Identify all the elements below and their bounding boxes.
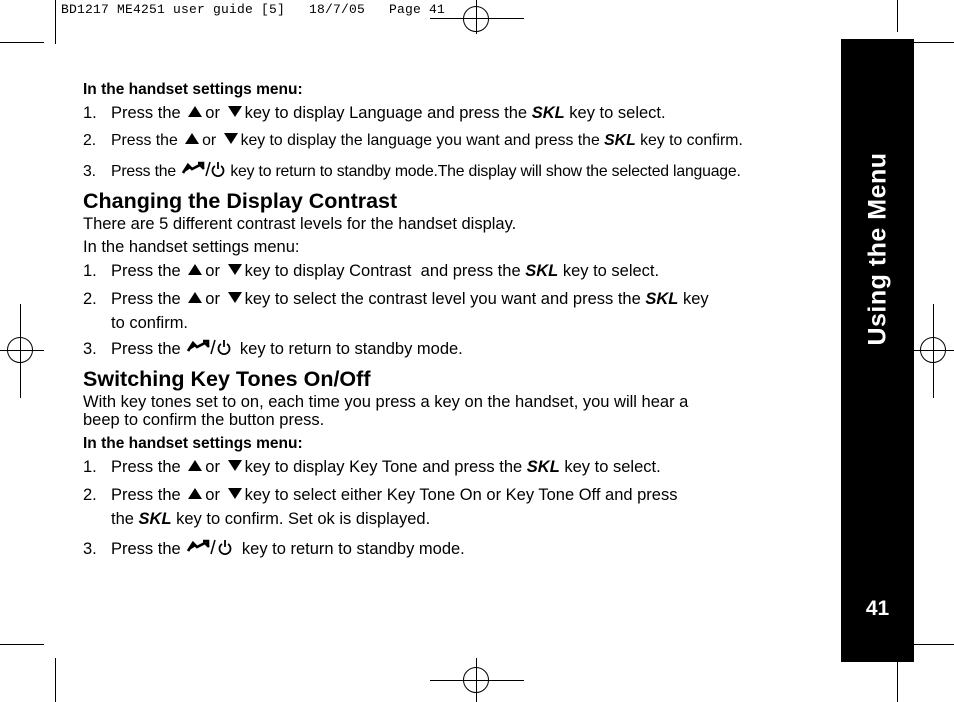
list-item: 2. Press the or key to display the language you want and press the SKL key to confirm.: [83, 132, 743, 149]
down-arrow-icon: [228, 460, 242, 471]
end-call-power-icon: [185, 338, 235, 356]
end-call-power-icon: [180, 160, 226, 178]
page-number: 41: [865, 597, 890, 620]
section-title: Using the Menu: [863, 152, 891, 346]
list-item: 3. Press the key to return to standby mode.The display will show the selected language.: [83, 160, 741, 181]
settings-menu-label: In the handset settings menu:: [83, 81, 303, 98]
list-item: 1. Press the or key to display Contrast and press the SKL key to select.: [83, 262, 660, 280]
keytones-intro-line1: With key tones set to on, each time you press a key on the handset, you will hear a: [83, 393, 689, 411]
list-item: 2. Press the or key to select the contrast level you want and press the SKL key: [83, 290, 709, 308]
keytones-intro-line2: beep to confirm the button press.: [83, 411, 325, 429]
keytones-heading: Switching Key Tones On/Off: [83, 367, 371, 391]
list-item: 2. Press the or key to select either Key Tone On or Key Tone Off and press: [83, 486, 678, 504]
down-arrow-icon: [228, 488, 242, 499]
list-item-continuation: to confirm.: [111, 314, 189, 332]
up-arrow-icon: [188, 488, 202, 499]
list-item: 1. Press the or key to display Language and press the SKL key to select.: [83, 104, 666, 122]
down-arrow-icon: [224, 133, 238, 144]
contrast-intro: There are 5 different contrast levels for the handset display.: [83, 215, 517, 233]
list-item: 1. Press the or key to display Key Tone and press the SKL key to select.: [83, 458, 661, 476]
settings-menu-label: In the handset settings menu:: [83, 435, 303, 452]
up-arrow-icon: [185, 133, 199, 144]
print-slug: BD1217 ME4251 user guide [5] 18/7/05 Page 41: [61, 2, 446, 17]
list-item: 3. Press the key to return to standby mode.: [83, 540, 465, 558]
up-arrow-icon: [188, 460, 202, 471]
down-arrow-icon: [228, 292, 242, 303]
down-arrow-icon: [228, 106, 242, 117]
side-tab: [841, 39, 914, 662]
up-arrow-icon: [188, 292, 202, 303]
end-call-power-icon: [185, 538, 237, 556]
list-item-continuation: the SKL key to confirm. Set ok is displayed.: [111, 510, 431, 528]
settings-menu-label: In the handset settings menu:: [83, 238, 300, 256]
up-arrow-icon: [188, 264, 202, 275]
list-item: 3. Press the key to return to standby mode.: [83, 340, 463, 358]
contrast-heading: Changing the Display Contrast: [83, 189, 398, 213]
up-arrow-icon: [188, 106, 202, 117]
down-arrow-icon: [228, 264, 242, 275]
